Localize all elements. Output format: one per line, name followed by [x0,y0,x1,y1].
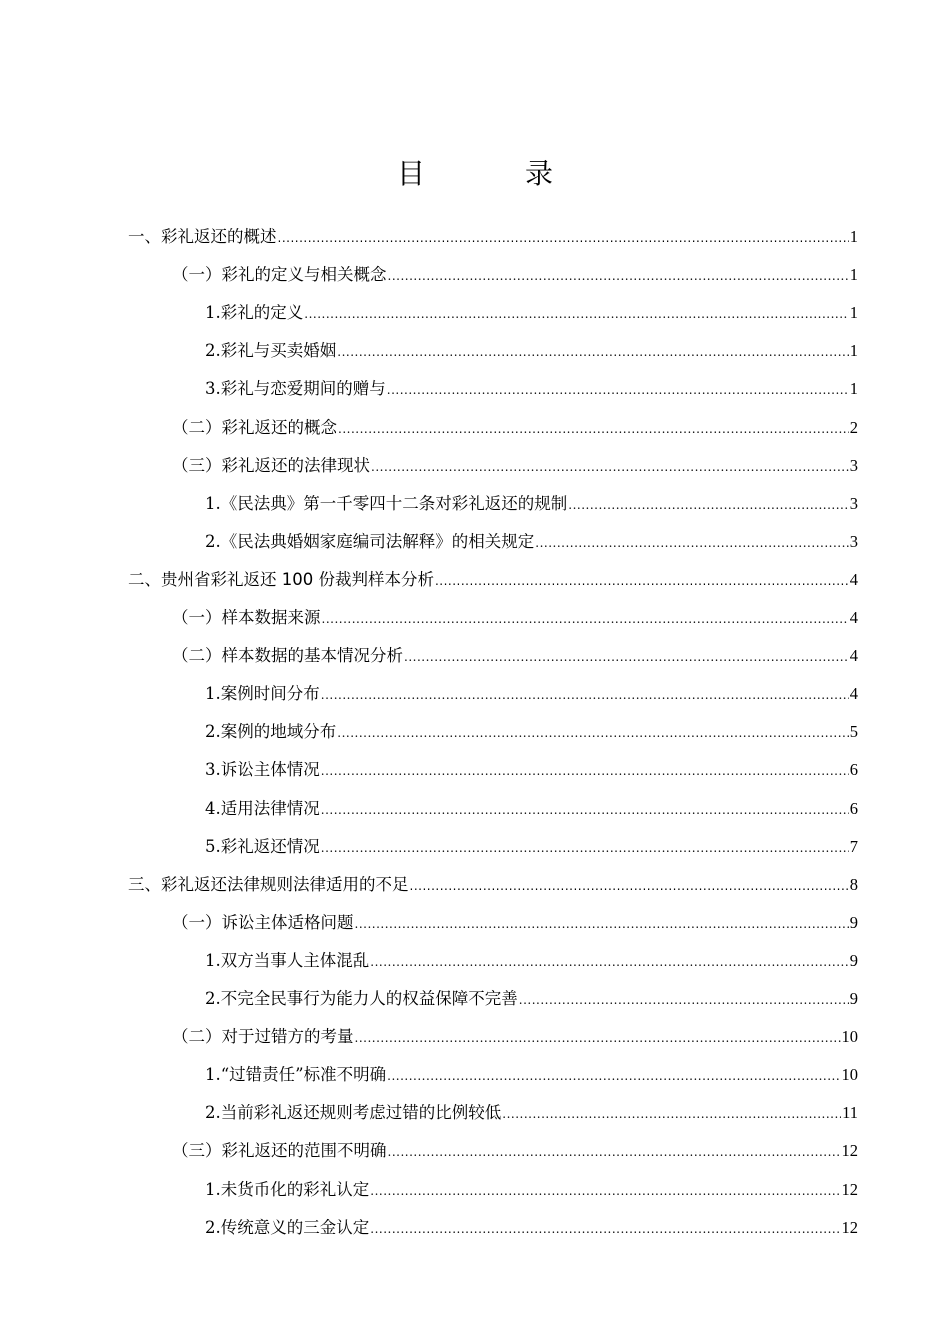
toc-entry-page: 1 [849,341,858,361]
toc-entry[interactable] [205,675,858,713]
toc-entry-text: 适用法律情况 [220,798,320,818]
toc-entry-page: 3 [849,493,858,513]
toc-entry[interactable] [205,523,858,561]
toc-entry[interactable] [205,790,858,828]
toc-entry[interactable] [172,904,858,942]
toc-leader-dots [387,1057,840,1095]
toc-entry[interactable] [172,256,858,294]
toc-entry-page: 12 [841,1179,858,1199]
toc-entry[interactable] [205,942,858,980]
toc-entry-page: 3 [849,455,858,475]
toc-entry-number: 2. [205,341,221,361]
toc-entry-text: 案例的地域分布 [220,722,337,742]
toc-entry-page: 3 [849,531,858,551]
toc-entry[interactable] [205,1209,858,1247]
toc-entry-text: 彩礼返还的法律现状 [221,455,370,475]
toc-leader-dots [322,600,849,638]
toc-entry-text: 彩礼返还的概念 [221,417,337,437]
toc-entry-text: 彩礼返还的概述 [161,227,277,246]
toc-entry-text: 彩礼返还法律规则法律适用的不足 [161,874,409,894]
toc-leader-dots [355,1019,841,1057]
toc-entry-number: 4. [205,798,221,818]
toc-entry-page: 5 [849,722,858,742]
toc-entry-text: 案例时间分布 [220,684,320,704]
toc-entry-text: 传统意义的三金认定 [220,1217,370,1237]
toc-entry[interactable] [205,1056,858,1094]
toc-entry[interactable] [172,1132,858,1170]
toc-leader-dots [278,219,849,257]
toc-entry-page: 9 [849,950,858,970]
toc-entry[interactable] [205,751,858,789]
toc-leader-dots [388,257,849,295]
toc-entry-text: 诉讼主体情况 [220,760,320,780]
toc-entry-text: 彩礼的定义与相关概念 [221,265,387,285]
toc-entry-page: 10 [841,1065,858,1085]
toc-entry-page: 1 [849,303,858,323]
toc-entry[interactable] [172,409,858,447]
toc-leader-dots [535,524,849,562]
toc-entry-page: 2 [849,417,858,437]
toc-entry-text: 彩礼返还的范围不明确 [221,1141,387,1161]
toc-entry-number: 1. [205,303,221,323]
toc-entry-page: 12 [841,1141,858,1161]
toc-entry-page: 1 [849,379,858,399]
toc-entry-text: 不完全民事行为能力人的权益保障不完善 [220,989,518,1008]
toc-entry-page: 4 [849,608,858,627]
toc-entry-text: 对于过错方的考量 [221,1027,354,1047]
toc-entry[interactable] [172,1018,858,1056]
toc-entry-text: 当前彩礼返还规则考虑过错的比例较低 [220,1103,502,1123]
toc-entry-text: 《民法典婚姻家庭编司法解释》的相关规定 [220,531,535,551]
toc-entry-text: 彩礼与买卖婚姻 [220,341,337,361]
toc-leader-dots [355,905,849,943]
toc-entry[interactable] [205,1094,858,1132]
toc-entry-number: （一） [172,608,222,627]
toc-leader-dots [568,486,849,524]
toc-entry-page: 9 [849,912,858,932]
toc-entry-text: 彩礼与恋爱期间的赠与 [220,379,386,399]
toc-entry-number: 一、 [128,227,161,246]
toc-entry-number: 2. [205,531,221,551]
toc-entry-page: 4 [849,684,858,704]
toc-leader-dots [404,638,849,676]
toc-entry[interactable] [172,599,858,637]
toc-leader-dots [410,867,849,905]
toc-leader-dots [304,295,849,333]
toc-entry-page: 1 [849,227,858,246]
toc-entry-number: 1. [205,684,221,704]
toc-entry-number: （三） [172,455,222,475]
toc-entry[interactable] [128,561,858,599]
toc-entry-text: 样本数据的基本情况分析 [221,646,403,666]
toc-title: 目 录 [396,157,589,190]
toc-entry[interactable] [172,637,858,675]
toc-entry-number: 2. [205,989,221,1008]
toc-entry-number: （二） [172,646,222,666]
toc-entry-number: 5. [205,836,221,856]
toc-entry[interactable] [205,1171,858,1209]
toc-entry-number: 三、 [128,874,161,894]
toc-entry-text: 未货币化的彩礼认定 [220,1179,370,1199]
toc-entry[interactable] [205,713,858,751]
toc-entry-page: 8 [849,874,858,894]
toc-entry-page: 9 [849,989,858,1008]
toc-entry[interactable] [205,332,858,370]
toc-entry-number: 1. [205,1065,221,1085]
toc-entry-page: 11 [842,1103,858,1123]
toc-entry-page: 6 [849,760,858,780]
toc-entry-text: 彩礼的定义 [220,303,304,323]
toc-entry-text: 《民法典》第一千零四十二条对彩礼返还的规制 [220,493,568,513]
toc-entry-text: 双方当事人主体混乱 [220,950,370,970]
toc-entry-page: 6 [849,798,858,818]
toc-entry-number: 3. [205,760,221,780]
toc-entry-number: （一） [172,265,222,285]
toc-entry-number: 2. [205,1103,221,1123]
toc-entry[interactable] [205,980,858,1018]
toc-leader-dots [370,943,849,981]
toc-entry-number: 1. [205,950,221,970]
toc-leader-dots [387,371,849,409]
toc-entry-page: 1 [849,265,858,285]
toc-entry-number: 二、 [128,569,161,589]
toc-entry-page: 10 [841,1027,858,1047]
toc-leader-dots [338,410,849,448]
toc-entry-text: “过错责任”标准不明确 [220,1065,387,1085]
toc-entry-text: 彩礼返还情况 [220,836,320,856]
toc-leader-dots [337,333,849,371]
toc-entry-number: 2. [205,1217,221,1237]
toc-leader-dots [321,791,849,829]
toc-entry-number: 3. [205,379,221,399]
toc-leader-dots [337,714,849,752]
toc-entry[interactable] [128,218,858,256]
toc-leader-dots [370,1210,840,1248]
toc-entry[interactable] [128,866,858,904]
toc-leader-dots [435,562,849,600]
toc-entry-page: 7 [849,836,858,856]
toc-entry[interactable] [205,294,858,332]
toc-entry-number: 2. [205,722,221,742]
toc-entry[interactable] [205,370,858,408]
toc-entry-text: 诉讼主体适格问题 [221,912,354,932]
toc-entry[interactable] [205,485,858,523]
toc-entry[interactable] [172,447,858,485]
toc-entry-number: 1. [205,493,221,513]
toc-leader-dots [321,829,849,867]
toc-entry[interactable] [205,828,858,866]
toc-entry-text: 贵州省彩礼返还 100 份裁判样本分析 [161,569,434,589]
toc-entry-number: （二） [172,417,222,437]
toc-entry-page: 12 [841,1217,858,1237]
toc-leader-dots [321,752,849,790]
toc-leader-dots [370,1172,840,1210]
toc-leader-dots [388,1133,841,1171]
toc-leader-dots [519,981,849,1019]
toc-leader-dots [321,676,849,714]
toc-entry-text: 样本数据来源 [221,608,321,627]
toc-leader-dots [502,1095,841,1133]
toc-entry-number: （三） [172,1141,222,1161]
toc-entry-number: 1. [205,1179,221,1199]
toc-entry-page: 4 [849,646,858,666]
toc-entry-number: （二） [172,1027,222,1047]
toc-entry-page: 4 [849,569,858,589]
toc-entry-number: （一） [172,912,222,932]
toc-leader-dots [371,448,849,486]
